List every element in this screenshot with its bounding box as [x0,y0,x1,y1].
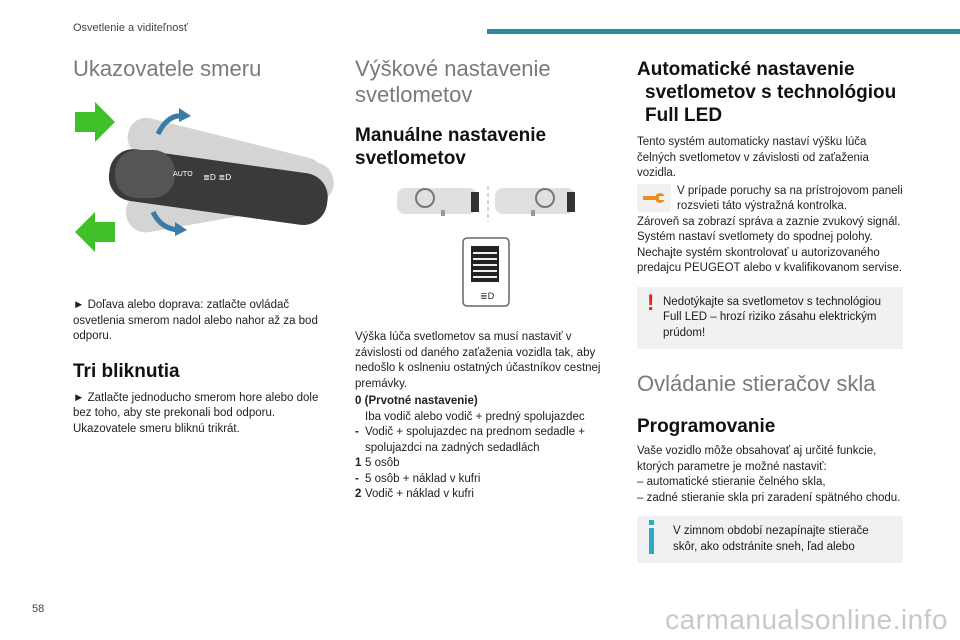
svg-text:≣D: ≣D [480,292,495,302]
running-header: Osvetlenie a viditeľnosť [73,22,188,34]
item-key: 0 [355,395,362,407]
auto-led-service: Systém nastaví svetlomety do spodnej polohy. Nechajte systém skontrolovať u autorizovaného predajcu PEUGEOT alebo v kvalifikovanom servise. [637,231,903,274]
section-title-wipers: Ovládanie stieračov skla [637,371,876,396]
fault-warning-row [637,184,903,215]
list-item [355,456,621,472]
header-accent-bar [487,29,960,34]
subtitle-three-flashes: Tri bliknutia [73,360,180,382]
column-headlamp-height [355,52,621,503]
item-key: - [355,426,359,438]
list-item [355,425,621,456]
svg-text:AUTO: AUTO [173,170,193,178]
column-auto-led [637,52,903,563]
info-icon [649,520,654,525]
item-text: Vodič + náklad v kufri [365,488,474,500]
wrench-icon [637,184,671,212]
stalk-illustration [73,94,335,264]
info-text: V zimnom období nezapínajte stierače skôr, ako odstránite sneh, ľad alebo [673,525,869,553]
turn-signal-instruction: ► Doľava alebo doprava: zatlačte ovládač osvetlenia smerom nadol alebo nahor až za bod odporu. [73,299,318,342]
warning-exclamation-icon: ! [647,289,655,315]
warning-text: Nedotýkajte sa svetlometov s technológiou Full LED – hrozí riziko zásahu elektrickým prúdom! [663,295,881,339]
three-flashes-text: ► Zatlačte jednoducho smerom hore alebo dole bez toho, aby ste prekonali bod odporu. Ukazovatele smeru bliknú trikrát. [73,391,319,435]
warning-box [637,287,903,350]
page-number: 58 [32,603,45,615]
fault-warning-text: V prípade poruchy sa na prístrojovom paneli rozsvieti táto výstražná kontrolka. [677,184,903,212]
item-text: 5 osôb [365,457,400,469]
light-stalk-icon [73,94,335,264]
load-positions-list [355,394,621,503]
svg-text:≣D ≣D: ≣D ≣D [203,173,232,182]
auto-led-intro: Tento systém automaticky nastaví výšku lúča čelných svetlometov v závislosti od zaťaženia vozidla. [637,136,869,179]
item-key: 2 [355,488,362,500]
item-text: (Prvotné nastavenie) [364,395,478,407]
info-box [637,516,903,563]
item-text: 5 osôb + náklad v kufri [365,472,481,485]
section-title-turn-signals: Ukazovatele smeru [73,56,262,81]
column-turn-signals [73,52,335,437]
programming-item: – automatické stieranie čelného skla, [637,476,826,488]
subtitle-programming: Programovanie [637,416,776,437]
list-item [355,410,621,426]
list-item [355,394,621,410]
headlamp-intro: Výška lúča svetlometov sa musí nastaviť v závislosti od daného zaťaženia vozidla tak, aby nedošlo k oslneniu ostatných účastníkov cestnej premávky. [355,331,601,390]
item-key: - [355,472,359,485]
section-title-auto-l3: Full LED [645,105,723,126]
subtitle-manual-l2: svetlometov [355,148,466,169]
programming-intro: Vaše vozidlo môže obsahovať aj určité funkcie, ktorých parametre je možné nastaviť: [637,445,877,473]
item-text: Vodič + spolujazdec na prednom sedadle + spolujazdci na zadných sedadlách [365,426,585,454]
subtitle-manual-l1: Manuálne nastavenie [355,125,547,146]
section-title-headlamp-l1: Výškové nastavenie [355,56,551,81]
programming-item: – zadné stieranie skla pri zaradení spätného chodu. [637,491,901,504]
section-title-auto-l2: svetlometov s technológiou [645,82,897,103]
section-title-auto-l1: Automatické nastavenie [637,59,855,80]
item-key: 1 [355,457,362,469]
auto-led-message: Zároveň sa zobrazí správa a zaznie zvukový signál. [637,215,901,228]
list-item [355,487,621,503]
section-title-headlamp-l2: svetlometov [355,82,473,107]
list-item [355,472,621,488]
steering-wheel-icon [355,182,621,310]
item-text: Iba vodič alebo vodič + predný spolujazdec [365,410,585,423]
headlamp-illustration [355,182,621,310]
watermark: carmanualsonline.info [665,604,948,635]
